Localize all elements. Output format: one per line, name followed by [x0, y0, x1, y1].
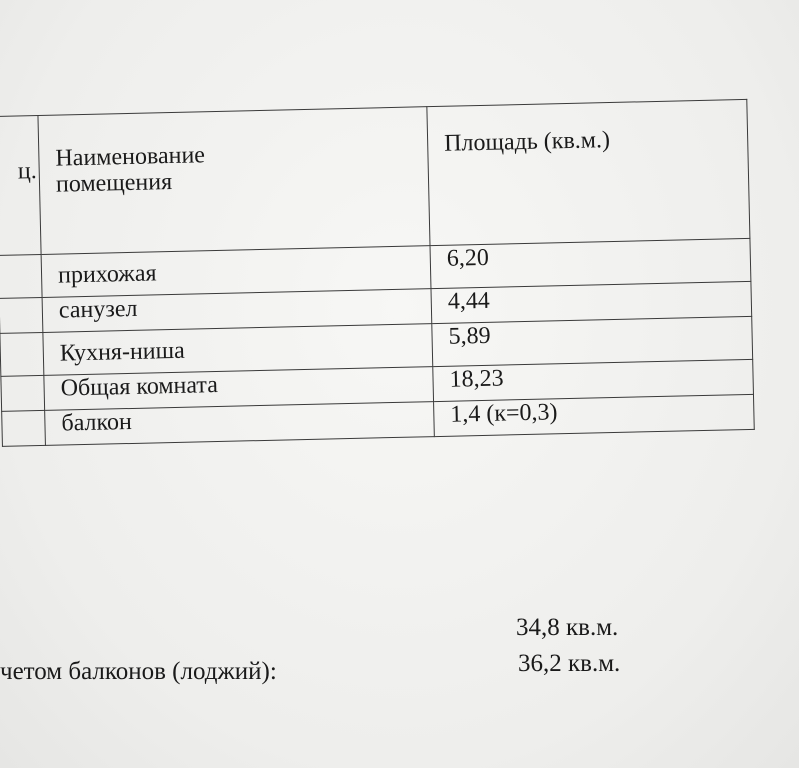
rooms-table-container: [0, 78, 794, 437]
room-area: 18,23: [433, 359, 754, 401]
room-area: 5,89: [432, 316, 753, 366]
room-name: прихожая: [41, 246, 431, 298]
room-name: балкон: [45, 402, 435, 446]
with-balconies-label: четом балконов (лоджий):: [0, 658, 277, 685]
row-number-cell: [2, 410, 46, 446]
table-header-row: [0, 99, 750, 255]
row-number-cell: [0, 297, 43, 333]
room-area: 4,44: [431, 281, 752, 323]
room-name: санузел: [42, 289, 432, 333]
rooms-table: [0, 99, 755, 447]
row-number-cell: [1, 375, 45, 411]
room-area: 1,4 (к=0,3): [434, 394, 755, 436]
row-number-cell: [0, 332, 44, 376]
room-name: Кухня-ниша: [43, 324, 433, 376]
header-number-cell: ц.: [0, 116, 41, 256]
total-area-value: 34,8 кв.м.: [516, 614, 619, 641]
header-name-cell: Наименование помещения: [38, 107, 430, 255]
room-name: Общая комната: [44, 367, 434, 411]
with-balconies-value: 36,2 кв.м.: [518, 650, 621, 677]
header-area-cell: Площадь (кв.м.): [427, 99, 750, 245]
row-number-cell: [0, 254, 42, 298]
room-area: 6,20: [430, 238, 751, 288]
